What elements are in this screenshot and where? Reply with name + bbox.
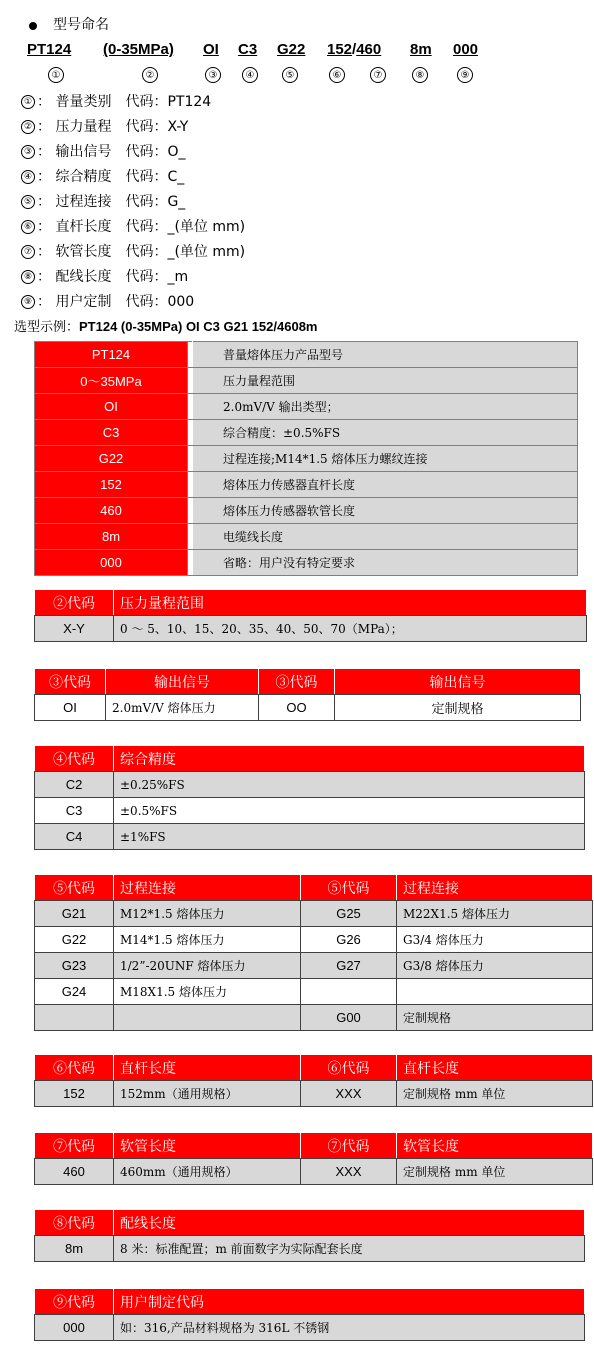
legend-row (21, 90, 211, 115)
header-cell: 输出信号 (335, 669, 581, 695)
legend-label: 用户定制 (55, 294, 112, 310)
header-title: 配线长度 (114, 1210, 585, 1236)
code-number-2: ② (142, 67, 158, 83)
row-value: M14*1.5 熔体压力 (114, 927, 301, 953)
code-part-5: G22 (277, 41, 306, 58)
table-header (35, 1289, 585, 1315)
table-header (35, 590, 587, 616)
table-row (35, 1236, 585, 1262)
table-row (35, 1159, 593, 1185)
legend-colon: ： (37, 144, 56, 160)
row-value: 定制规格 (335, 695, 581, 721)
legend-code: 代码：_(单位 mm) (125, 244, 246, 260)
header-cell: ③代码 (259, 669, 335, 695)
legend-number: ① (21, 95, 35, 109)
row-code: G26 (301, 927, 397, 953)
spec-code: C3 (35, 420, 188, 446)
hose-length-table (34, 1132, 593, 1185)
table-row (35, 1081, 593, 1107)
legend-colon: ： (37, 194, 56, 210)
table-row (35, 798, 585, 824)
legend-colon: ： (37, 244, 56, 260)
legend-row (21, 265, 188, 290)
spec-row (35, 550, 578, 576)
header-cell: ⑥代码 (301, 1055, 397, 1081)
spec-row (35, 524, 578, 550)
row-code: X-Y (35, 616, 114, 642)
header-cell: 软管长度 (397, 1133, 593, 1159)
row-code: OI (35, 695, 106, 721)
legend-number: ⑥ (21, 220, 35, 234)
row-value: 460mm（通用规格） (114, 1159, 301, 1185)
bullet-icon (29, 22, 37, 30)
header-code: ⑧代码 (35, 1210, 114, 1236)
accuracy-table (34, 745, 585, 850)
legend-label: 综合精度 (55, 169, 112, 185)
spec-code: 8m (35, 524, 188, 550)
header-cell: 直杆长度 (114, 1055, 301, 1081)
row-code: G22 (35, 927, 114, 953)
spec-code: G22 (35, 446, 188, 472)
spec-row (35, 472, 578, 498)
output-table (34, 668, 581, 721)
legend-row (21, 115, 188, 140)
spec-desc: 过程连接;M14*1.5 熔体压力螺纹连接 (193, 446, 578, 472)
row-value: 定制规格 mm 单位 (397, 1081, 593, 1107)
row-code: G27 (301, 953, 397, 979)
table-row (35, 1005, 593, 1031)
header-cell: ⑦代码 (35, 1133, 114, 1159)
table-row (35, 953, 593, 979)
row-code: G25 (301, 901, 397, 927)
header-cell: 软管长度 (114, 1133, 301, 1159)
code-number-7: ⑦ (370, 67, 386, 83)
header-cell: 直杆长度 (397, 1055, 593, 1081)
legend-label: 配线长度 (55, 269, 112, 285)
row-code: 460 (35, 1159, 114, 1185)
row-code (35, 1005, 114, 1031)
legend-code: 代码：_m (125, 269, 189, 285)
legend-code: 代码：C_ (125, 169, 185, 185)
legend-colon: ： (37, 119, 56, 135)
code-number-5: ⑤ (282, 67, 298, 83)
row-code (301, 979, 397, 1005)
legend-code: 代码：X-Y (125, 119, 189, 135)
row-code: C3 (35, 798, 114, 824)
code-number-9: ⑨ (457, 67, 473, 83)
spec-desc: 2.0mV/V 输出类型； (193, 394, 578, 420)
legend-row (21, 240, 245, 265)
row-value: M12*1.5 熔体压力 (114, 901, 301, 927)
legend-code: 代码：O_ (125, 144, 186, 160)
legend-number: ② (21, 120, 35, 134)
table-header (35, 1055, 593, 1081)
table-row (35, 824, 585, 850)
spec-row (35, 368, 578, 394)
legend-number: ⑨ (21, 295, 35, 309)
legend-code: 代码：G_ (125, 194, 186, 210)
spec-desc: 熔体压力传感器直杆长度 (193, 472, 578, 498)
code-part-1: PT124 (27, 41, 72, 58)
header-cell: ⑤代码 (301, 875, 397, 901)
code-part-4: C3 (238, 41, 258, 58)
spec-row (35, 498, 578, 524)
table-header (35, 875, 593, 901)
table-row (35, 772, 585, 798)
code-part-3: OI (203, 41, 219, 58)
legend-label: 软管长度 (55, 244, 112, 260)
row-code: XXX (301, 1159, 397, 1185)
row-value (114, 1005, 301, 1031)
legend-label: 输出信号 (55, 144, 112, 160)
custom-code-table (34, 1288, 585, 1341)
row-code: C2 (35, 772, 114, 798)
header-title: 综合精度 (114, 746, 585, 772)
legend-code: 代码：000 (125, 294, 195, 310)
header-cell: ⑥代码 (35, 1055, 114, 1081)
legend-label: 压力量程 (55, 119, 112, 135)
row-value: 0 ～ 5、10、15、20、35、40、50、70（MPa）； (114, 616, 587, 642)
legend-colon: ： (37, 169, 56, 185)
spec-code: OI (35, 394, 188, 420)
spec-code: 460 (35, 498, 188, 524)
header-code: ②代码 (35, 590, 114, 616)
spec-desc: 综合精度：±0.5%FS (193, 420, 578, 446)
legend-colon: ： (37, 269, 56, 285)
row-code: G00 (301, 1005, 397, 1031)
legend-number: ③ (21, 145, 35, 159)
code-number-8: ⑧ (412, 67, 428, 83)
header-cell: 过程连接 (397, 875, 593, 901)
code-number-1: ① (48, 67, 64, 83)
spec-table (34, 341, 578, 576)
header-code: ⑨代码 (35, 1289, 114, 1315)
row-value (397, 979, 593, 1005)
table-row (35, 695, 581, 721)
row-value: M22X1.5 熔体压力 (397, 901, 593, 927)
table-row (35, 616, 587, 642)
header-cell: ⑤代码 (35, 875, 114, 901)
row-value: 8 米：标准配置；m 前面数字为实际配套长度 (114, 1236, 585, 1262)
legend-label: 普量类别 (55, 94, 112, 110)
spec-code: PT124 (35, 342, 188, 368)
code-part-9: 000 (453, 41, 479, 58)
row-code: G23 (35, 953, 114, 979)
spec-desc: 电缆线长度 (193, 524, 578, 550)
header-code: ④代码 (35, 746, 114, 772)
connection-table (34, 874, 593, 1031)
rod-length-table (34, 1054, 593, 1107)
spec-row (35, 342, 578, 368)
row-code: OO (259, 695, 335, 721)
legend-colon: ： (37, 219, 56, 235)
row-value: G3/8 熔体压力 (397, 953, 593, 979)
spec-row (35, 420, 578, 446)
row-code: G21 (35, 901, 114, 927)
code-part-8: 8m (410, 41, 432, 58)
legend-row (21, 165, 184, 190)
spec-code: 152 (35, 472, 188, 498)
legend-label: 直杆长度 (55, 219, 112, 235)
legend-label: 过程连接 (55, 194, 112, 210)
code-part-6: 152/460 (327, 41, 382, 58)
row-value: 1/2”-20UNF 熔体压力 (114, 953, 301, 979)
legend-number: ⑧ (21, 270, 35, 284)
table-header (35, 669, 581, 695)
row-value: 152mm（通用规格） (114, 1081, 301, 1107)
header-title: 压力量程范围 (114, 590, 587, 616)
code-part-2: (0-35MPa) (103, 41, 174, 58)
spec-desc: 普量熔体压力产品型号 (193, 342, 578, 368)
section-title: 型号命名 (53, 17, 109, 33)
row-value: 如：316,产品材料规格为 316L 不锈钢 (114, 1315, 585, 1341)
code-number-4: ④ (242, 67, 258, 83)
code-number-3: ③ (205, 67, 221, 83)
row-value: 定制规格 mm 单位 (397, 1159, 593, 1185)
legend-row (21, 140, 185, 165)
table-header (35, 1133, 593, 1159)
legend-number: ④ (21, 170, 35, 184)
legend-row (21, 190, 185, 215)
header-cell: 过程连接 (114, 875, 301, 901)
cable-length-table (34, 1209, 585, 1262)
spec-code: 000 (35, 550, 188, 576)
row-code: XXX (301, 1081, 397, 1107)
row-value: ±0.5%FS (114, 798, 585, 824)
row-code: C4 (35, 824, 114, 850)
header-cell: ③代码 (35, 669, 106, 695)
legend-code: 代码：PT124 (125, 94, 212, 110)
table-row (35, 901, 593, 927)
code-number-6: ⑥ (329, 67, 345, 83)
legend-number: ⑦ (21, 245, 35, 259)
row-value: ±1%FS (114, 824, 585, 850)
range-table (34, 589, 587, 642)
spec-code: 0～35MPa (35, 368, 188, 394)
table-row (35, 1315, 585, 1341)
row-value: 2.0mV/V 熔体压力 (106, 695, 259, 721)
row-code: 8m (35, 1236, 114, 1262)
spec-row (35, 394, 578, 420)
row-code: G24 (35, 979, 114, 1005)
row-value: G3/4 熔体压力 (397, 927, 593, 953)
spec-row (35, 446, 578, 472)
table-row (35, 979, 593, 1005)
row-code: 000 (35, 1315, 114, 1341)
legend-colon: ： (37, 294, 56, 310)
legend-row (21, 290, 194, 315)
row-value: ±0.25%FS (114, 772, 585, 798)
legend-colon: ： (37, 94, 56, 110)
example-line: 选型示例：PT124 (0-35MPa) OI C3 G21 152/4608m (14, 319, 318, 335)
row-code: 152 (35, 1081, 114, 1107)
table-row (35, 927, 593, 953)
spec-desc: 熔体压力传感器软管长度 (193, 498, 578, 524)
header-title: 用户制定代码 (114, 1289, 585, 1315)
legend-code: 代码：_(单位 mm) (125, 219, 246, 235)
header-cell: ⑦代码 (301, 1133, 397, 1159)
spec-desc: 压力量程范围 (193, 368, 578, 394)
table-header (35, 746, 585, 772)
row-value: 定制规格 (397, 1005, 593, 1031)
legend-number: ⑤ (21, 195, 35, 209)
spec-desc: 省略：用户没有特定要求 (193, 550, 578, 576)
header-cell: 输出信号 (106, 669, 259, 695)
table-header (35, 1210, 585, 1236)
row-value: M18X1.5 熔体压力 (114, 979, 301, 1005)
legend-row (21, 215, 245, 240)
